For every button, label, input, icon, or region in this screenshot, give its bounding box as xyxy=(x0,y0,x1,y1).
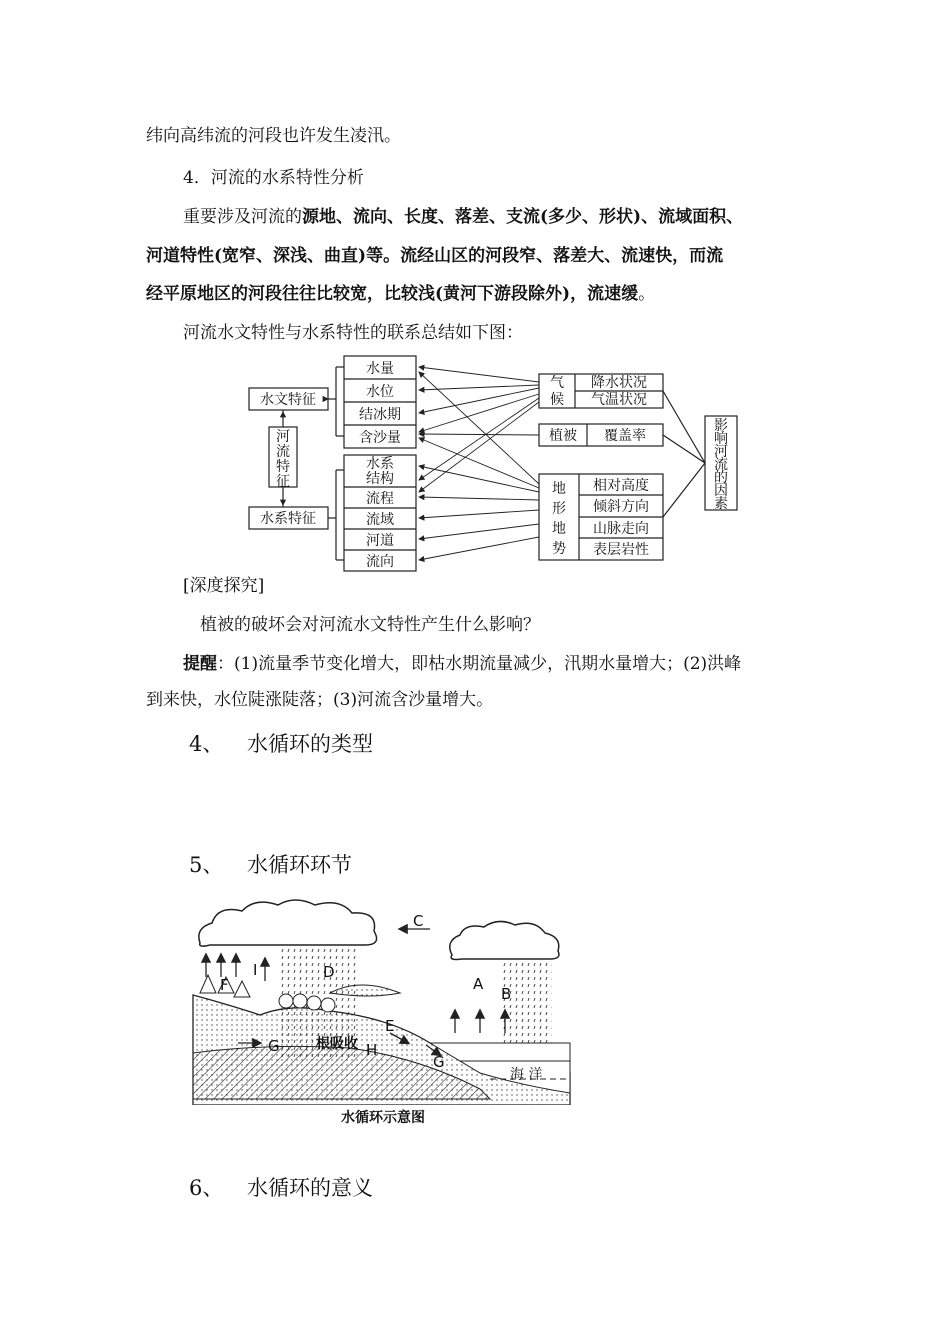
system-item: 流域 xyxy=(366,512,394,528)
bold-text: 源地、流向、长度、落差、支流(多少、形状)、流域面积、 xyxy=(302,207,744,227)
factors-char: 河 xyxy=(714,444,728,460)
river-char: 征 xyxy=(276,474,290,490)
hydro-item: 含沙量 xyxy=(359,430,401,446)
root-absorb-label: 根吸收 xyxy=(316,1036,358,1052)
heading-water-cycle-significance xyxy=(189,1175,373,1201)
label-a: A xyxy=(473,975,484,993)
paragraph-line xyxy=(183,206,743,228)
label-b: B xyxy=(501,985,512,1003)
heading-text: 水循环环节 xyxy=(247,853,352,877)
paragraph-line xyxy=(146,283,655,305)
label-d: D xyxy=(323,963,335,981)
river-characteristics-diagram xyxy=(244,352,756,574)
label-c: C xyxy=(413,912,424,930)
veg-label: 植被 xyxy=(549,428,577,444)
heading-num: 5、 xyxy=(189,853,224,877)
paragraph-line: 河流水文特性与水系特性的联系总结如下图： xyxy=(183,323,523,343)
terrain-char: 地 xyxy=(552,521,566,537)
terrain-item: 相对高度 xyxy=(593,478,649,494)
system-item: 流程 xyxy=(366,491,394,507)
plain-text: 重要涉及河流的 xyxy=(183,207,302,227)
heading-num: 6、 xyxy=(189,1176,224,1200)
factors-char: 因 xyxy=(714,483,728,499)
heading-text: 水循环的类型 xyxy=(247,732,373,756)
terrain-item: 表层岩性 xyxy=(593,542,649,558)
system-item: 流向 xyxy=(366,554,394,570)
heading-text: 水循环的意义 xyxy=(247,1176,373,1200)
river-char: 河 xyxy=(276,429,290,445)
river-char: 流 xyxy=(276,444,290,460)
hint-text: ：(1)流量季节变化增大，即枯水期流量减少，汛期水量增大；(2)洪峰 xyxy=(217,654,742,674)
factors-char: 的 xyxy=(714,470,728,486)
heading-num: 4、 xyxy=(189,732,224,756)
hydro-item: 结冰期 xyxy=(359,407,401,423)
hydro-item: 水量 xyxy=(366,361,394,377)
heading-water-cycle-stages xyxy=(189,852,352,878)
hint-label: 提醒 xyxy=(183,654,217,674)
label-i: I xyxy=(253,961,258,979)
figure-caption: 水循环示意图 xyxy=(341,1110,425,1126)
question-line: 植被的破坏会对河流水文特性产生什么影响？ xyxy=(200,615,540,635)
paragraph-line: 纬向高纬流的河段也许发生凌汛。 xyxy=(146,126,401,146)
climate-item: 气温状况 xyxy=(591,392,647,408)
hydro-label: 水文特征 xyxy=(260,392,316,408)
system-item: 结构 xyxy=(366,471,394,487)
ocean-label: 海 洋 xyxy=(510,1067,543,1083)
explore-label: [深度探究] xyxy=(183,576,265,596)
terrain-item: 倾斜方向 xyxy=(593,499,649,515)
label-h: H xyxy=(366,1041,378,1059)
factors-char: 流 xyxy=(714,457,728,473)
section-heading: 4．河流的水系特性分析 xyxy=(183,168,364,188)
factors-char: 响 xyxy=(714,431,728,447)
plain-text: 。 xyxy=(638,284,656,304)
label-e: E xyxy=(385,1017,395,1035)
veg-item: 覆盖率 xyxy=(604,428,646,444)
climate-item: 降水状况 xyxy=(591,375,647,391)
water-cycle-diagram xyxy=(190,893,580,1105)
climate-char: 候 xyxy=(550,392,564,408)
heading-water-cycle-types xyxy=(189,731,373,757)
factors-char: 影 xyxy=(714,418,728,434)
bold-text: 经平原地区的河段往往比较宽，比较浅(黄河下游段除外)，流速缓 xyxy=(146,284,639,304)
factors-char: 素 xyxy=(714,496,728,512)
terrain-char: 势 xyxy=(552,541,566,557)
terrain-item: 山脉走向 xyxy=(593,521,649,537)
paragraph-line: 河道特性(宽窄、深浅、曲直)等。流经山区的河段窄、落差大、流速快，而流 xyxy=(146,246,724,266)
system-item: 河道 xyxy=(366,533,394,549)
hint-line xyxy=(183,653,741,675)
hydro-item: 水位 xyxy=(366,384,394,400)
hint-line: 到来快，水位陡涨陡落；(3)河流含沙量增大。 xyxy=(146,690,494,710)
system-item: 水系 xyxy=(366,456,394,472)
river-char: 特 xyxy=(276,459,290,475)
label-f: F xyxy=(220,976,229,994)
label-g1: G xyxy=(268,1037,280,1055)
system-label: 水系特征 xyxy=(260,511,316,527)
terrain-char: 形 xyxy=(552,501,566,517)
terrain-char: 地 xyxy=(552,481,566,497)
label-g2: G xyxy=(433,1053,445,1071)
climate-char: 气 xyxy=(550,375,564,391)
